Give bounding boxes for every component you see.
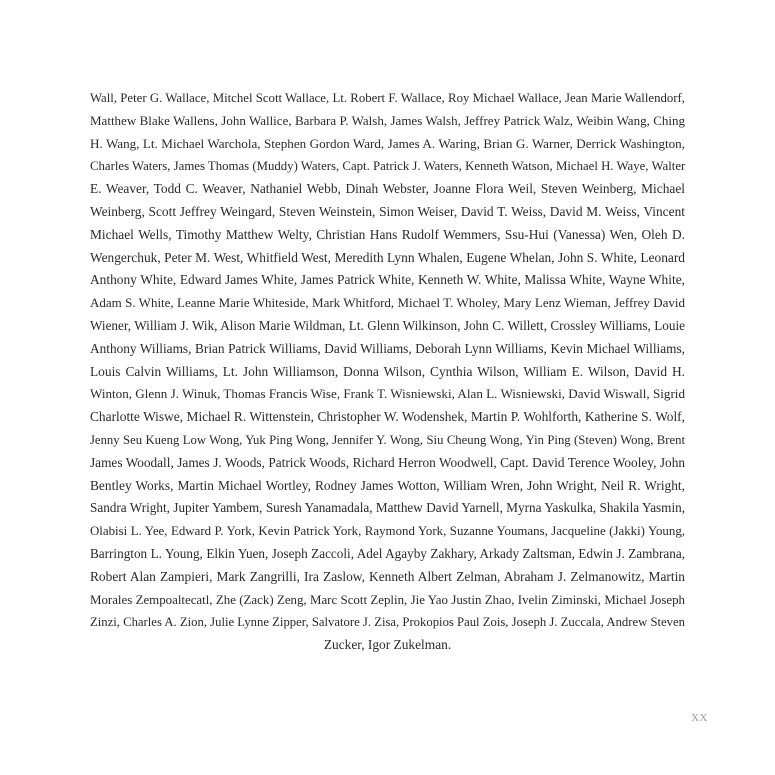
names-line: Charles Waters, James Thomas (Muddy) Waters, Capt. Patrick J. Waters, Kenneth Watson, Michael H. Waye, Walter <box>90 159 686 174</box>
names-line: Charlotte Wiswe, Michael R. Wittenstein, Christopher W. Wodenshek, Martin P. Wohlforth, Katherine S. Wolf, <box>90 409 685 425</box>
names-line: Jenny Seu Kueng Low Wong, Yuk Ping Wong, Jennifer Y. Wong, Siu Cheung Wong, Yin Ping (Steven) Wong, Brent <box>90 432 685 447</box>
names-line: Michael Wells, Timothy Matthew Welty, Christian Hans Rudolf Wemmers, Ssu-Hui (Vanessa) Wen, Oleh D. <box>90 226 685 242</box>
names-line: Weinberg, Scott Jeffrey Weingard, Steven Weinstein, Simon Weiser, David T. Weiss, David M. Weiss, Vincent <box>90 203 685 219</box>
names-line: Anthony Williams, Brian Patrick Williams, David Williams, Deborah Lynn Williams, Kevin Michael Williams, <box>90 340 685 356</box>
names-line: Adam S. White, Leanne Marie Whiteside, Mark Whitford, Michael T. Wholey, Mary Lenz Wieman, Jeffrey David <box>90 295 685 311</box>
names-line: Barrington L. Young, Elkin Yuen, Joseph Zaccoli, Adel Agayby Zakhary, Arkady Zaltsman, Edwin J. Zambrana, <box>90 545 685 561</box>
names-line-last: Zucker, Igor Zukelman. <box>323 637 452 653</box>
names-line: Morales Zempoaltecatl, Zhe (Zack) Zeng, Marc Scott Zeplin, Jie Yao Justin Zhao, Ivelin Ziminski, Michael Joseph <box>90 592 685 607</box>
names-line: Zinzi, Charles A. Zion, Julie Lynne Zipper, Salvatore J. Zisa, Prokopios Paul Zois, Joseph J. Zuccala, Andrew Steven <box>90 615 685 630</box>
names-line: Olabisi L. Yee, Edward P. York, Kevin Patrick York, Raymond York, Suzanne Youmans, Jacqueline (Jakki) Young, <box>90 524 685 539</box>
names-line: Wengerchuk, Peter M. West, Whitfield West, Meredith Lynn Whalen, Eugene Whelan, John S. White, Leonard <box>90 249 685 265</box>
names-line: Sandra Wright, Jupiter Yambem, Suresh Yanamadala, Matthew David Yarnell, Myrna Yaskulka, Shakila Yasmin, <box>90 500 685 516</box>
names-line: Wiener, William J. Wik, Alison Marie Wildman, Lt. Glenn Wilkinson, John C. Willett, Crossley Williams, Louie <box>90 317 685 333</box>
names-line: Matthew Blake Wallens, John Wallice, Barbara P. Walsh, James Walsh, Jeffrey Patrick Walz, Weibin Wang, Ching <box>90 112 685 128</box>
names-line: Wall, Peter G. Wallace, Mitchel Scott Wallace, Lt. Robert F. Wallace, Roy Michael Wallace, Jean Marie Wallendorf, <box>90 91 685 105</box>
names-line: Winton, Glenn J. Winuk, Thomas Francis Wise, Frank T. Wisniewski, Alan L. Wisniewski, David Wiswall, Sigrid <box>90 386 685 402</box>
names-line: H. Wang, Lt. Michael Warchola, Stephen Gordon Ward, James A. Waring, Brian G. Warner, Derrick Washington, <box>90 135 685 151</box>
names-line: Anthony White, Edward James White, James Patrick White, Kenneth W. White, Malissa White, Wayne White, <box>90 272 685 288</box>
names-line: Robert Alan Zampieri, Mark Zangrilli, Ira Zaslow, Kenneth Albert Zelman, Abraham J. Zelmanowitz, Martin <box>90 568 685 584</box>
names-line: James Woodall, James J. Woods, Patrick Woods, Richard Herron Woodwell, Capt. David Terence Wooley, John <box>90 454 685 470</box>
names-line: Louis Calvin Williams, Lt. John Williamson, Donna Wilson, Cynthia Wilson, William E. Wilson, David H. <box>90 363 685 379</box>
names-line: E. Weaver, Todd C. Weaver, Nathaniel Webb, Dinah Webster, Joanne Flora Weil, Steven Weinberg, Michael <box>90 181 685 197</box>
page-number: XX <box>691 712 708 724</box>
names-line: Bentley Works, Martin Michael Wortley, Rodney James Wotton, William Wren, John Wright, Neil R. Wright, <box>90 477 685 493</box>
names-list <box>90 87 685 657</box>
